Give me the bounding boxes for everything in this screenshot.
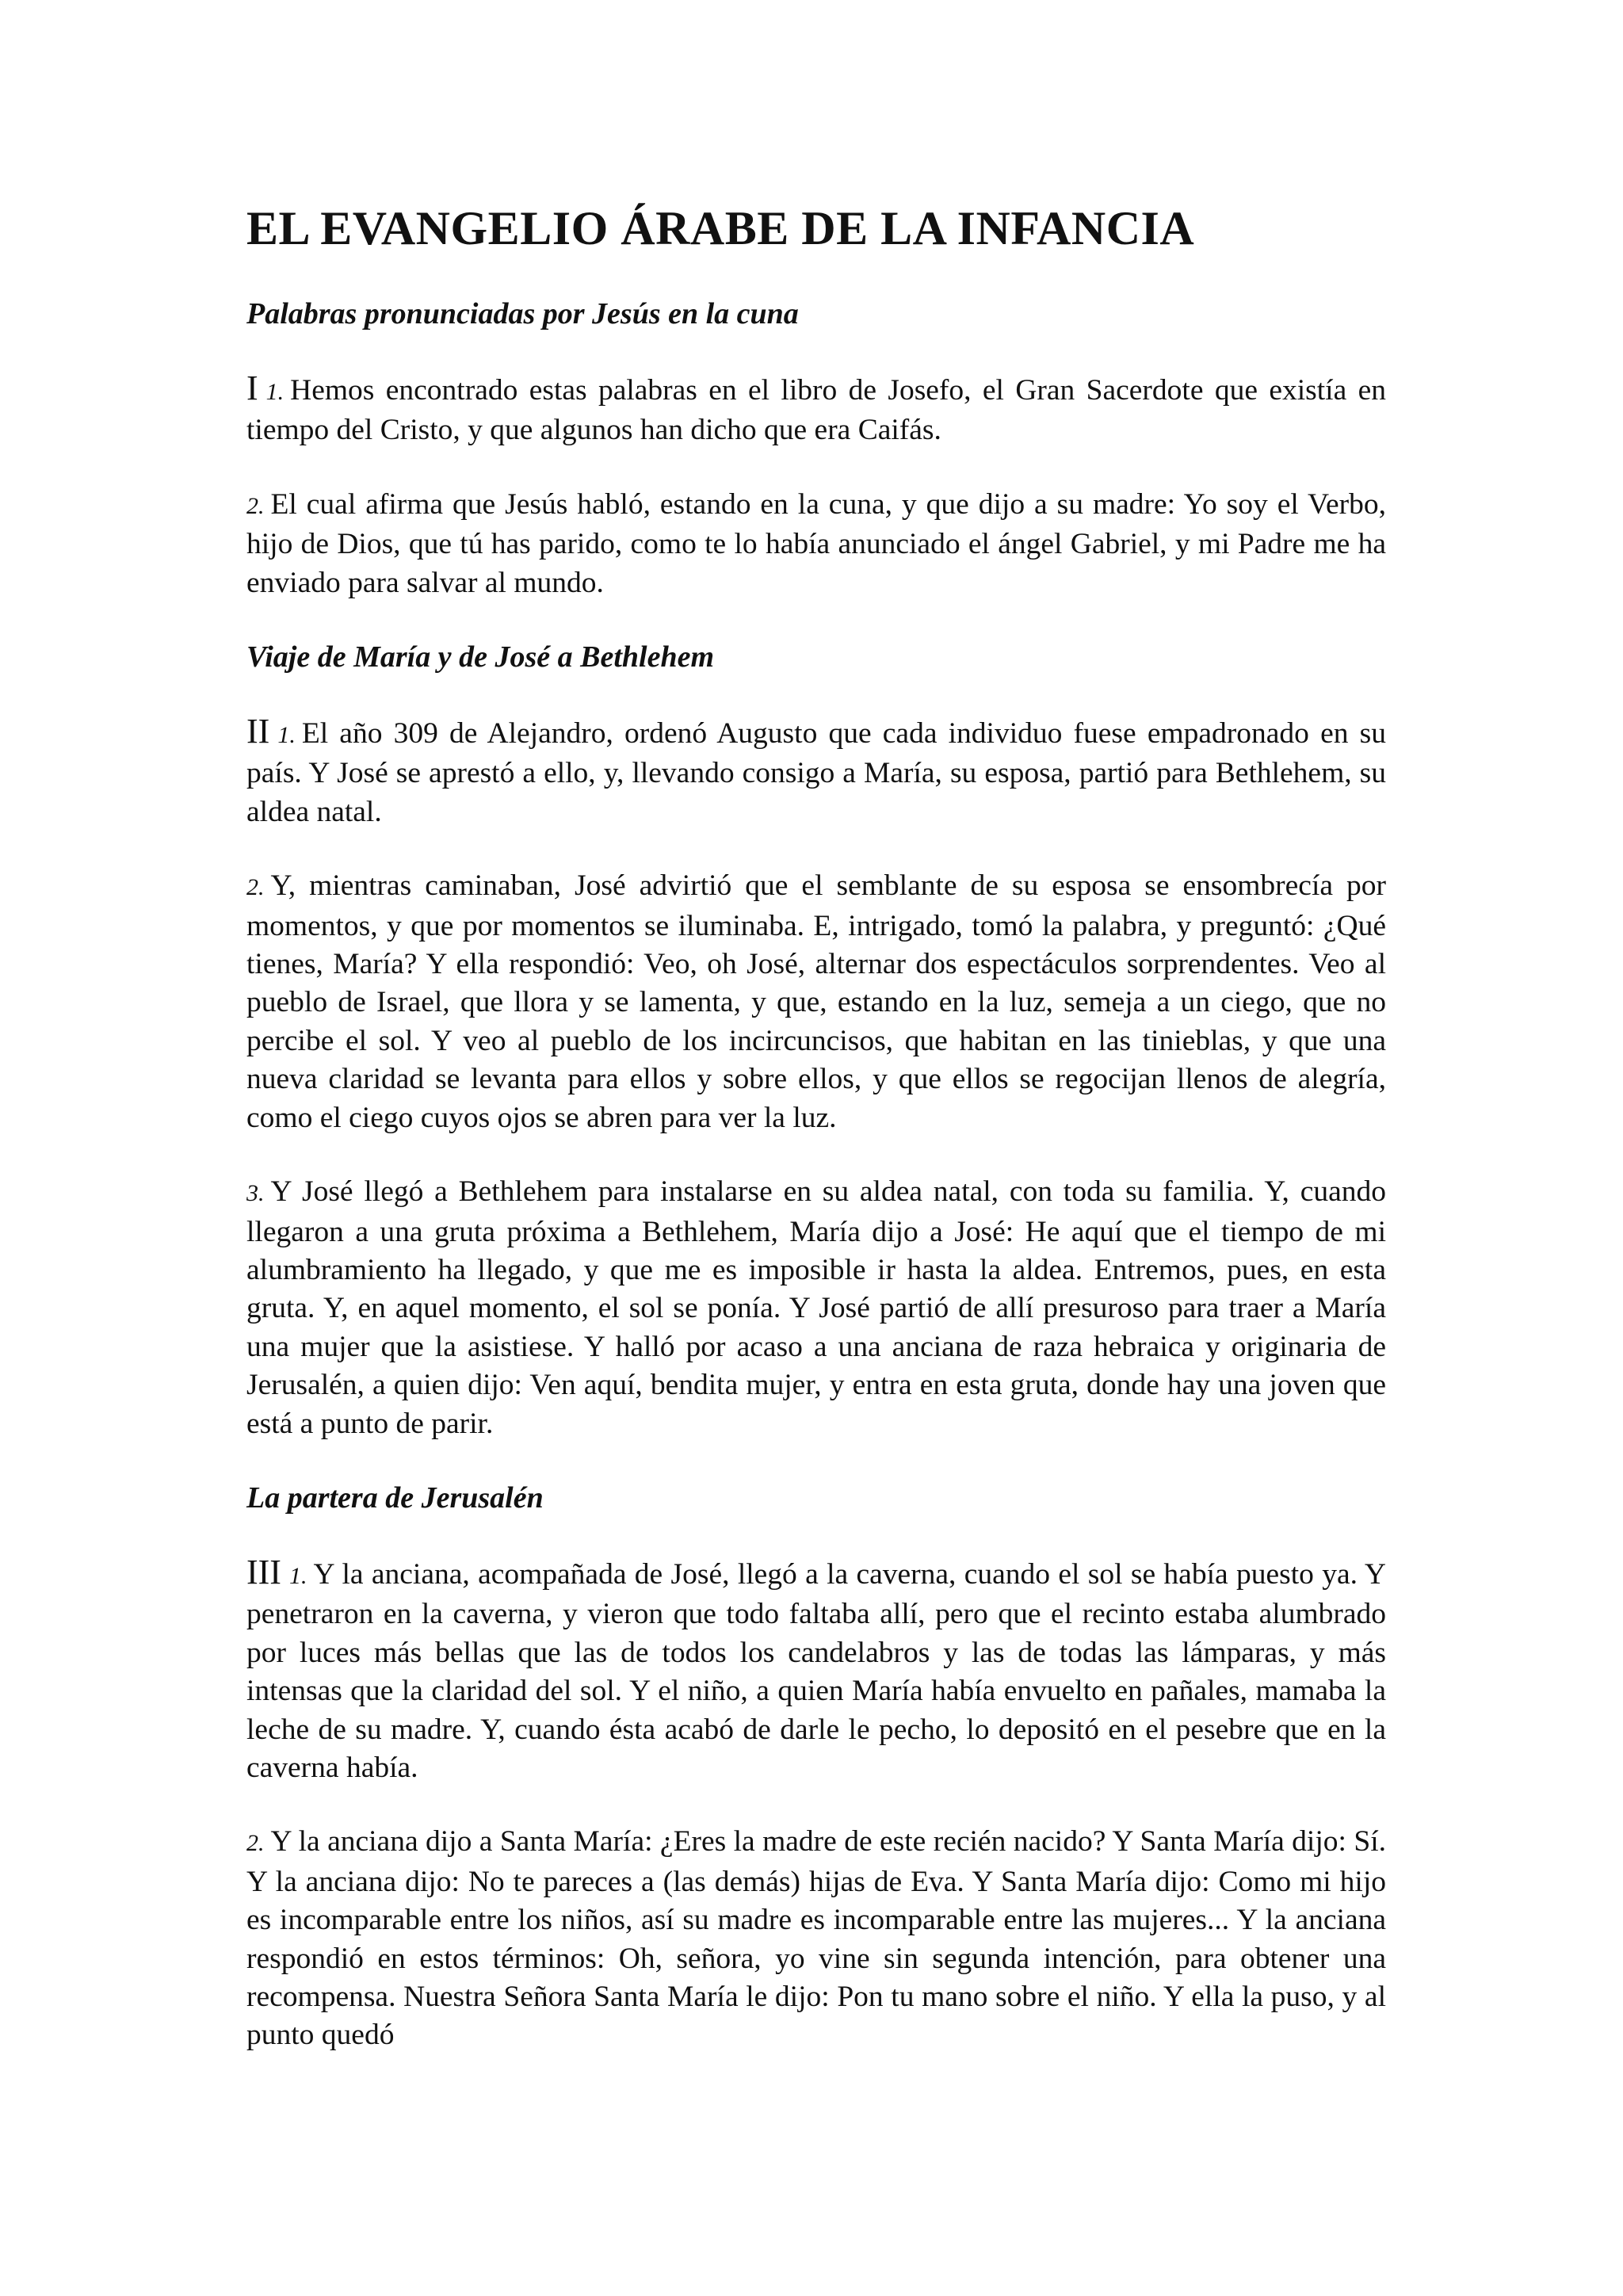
verse-number: 2. <box>246 492 265 519</box>
section-partera <box>246 1479 1386 2055</box>
verse-number: 3. <box>246 1180 265 1207</box>
chapter-numeral: III <box>246 1552 281 1591</box>
verse-number: 2. <box>246 1830 265 1857</box>
document-title: EL EVANGELIO ÁRABE DE LA INFANCIA <box>246 202 1195 254</box>
paragraph-text: Y la anciana, acompañada de José, llegó a la caverna, cuando el sol se había puesto ya. Y penetraron en la caverna, y vieron que todo faltaba allí, pero que el recinto estaba alumbrado por luces más bellas que las de todos los candelabros y las de todas las lámparas, y más intensas que la claridad del sol. Y el niño, a quien María había envuelto en pañales, mamaba la leche de su madre. Y, cuando ésta acabó de darle le pecho, lo depositó en el pesebre que en la caverna había. <box>246 1557 1386 1784</box>
paragraph-text: Hemos encontrado estas palabras en el libro de Josefo, el Gran Sacerdote que existía en tiempo del Cristo, y que algunos han dicho que era Caifás. <box>246 374 1386 447</box>
document-page <box>246 198 1386 2091</box>
section-heading: Palabras pronunciadas por Jesús en la cuna <box>246 297 799 330</box>
paragraph <box>246 486 1386 602</box>
section-viaje <box>246 638 1386 1443</box>
paragraph <box>246 1173 1386 1443</box>
paragraph-text: Y la anciana dijo a Santa María: ¿Eres la madre de este recién nacido? Y Santa María dijo: Sí. Y la anciana dijo: No te pareces a (las demás) hijas de Eva. Y Santa María dijo: Como mi hijo es incomparable entre los niños, así su madre es incomparable entre las mujeres... Y la anciana respondió en estos términos: Oh, señora, yo vine sin segunda intención, para obtener una recompensa. Nuestra Señora Santa María le dijo: Pon tu mano sobre el niño. Y ella la puso, y al punto quedó <box>246 1825 1386 2052</box>
section-heading: La partera de Jerusalén <box>246 1480 544 1515</box>
verse-number: 2. <box>246 874 265 901</box>
paragraph-text: El cual afirma que Jesús habló, estando en la cuna, y que dijo a su madre: Yo soy el Verbo, hijo de Dios, que tú has parido, como te lo había anunciado el ángel Gabriel, y mi Padre me ha enviado para salvar al mundo. <box>246 487 1386 599</box>
paragraph <box>246 1823 1386 2054</box>
paragraph <box>246 712 1386 831</box>
chapter-numeral: I <box>246 369 258 407</box>
verse-number: 1. <box>265 379 285 405</box>
paragraph <box>246 867 1386 1137</box>
paragraph-text: Y, mientras caminaban, José advirtió que el semblante de su esposa se ensombrecía por momentos, y que por momentos se iluminaba. E, intrigado, tomó la palabra, y preguntó: ¿Qué tienes, María? Y ella respondió: Veo, oh José, alternar dos espectáculos sorprendentes. Veo al pueblo de Israel, que llora y se lamenta, y que, estando en la luz, semeja a un ciego, que no percibe el sol. Y veo al pueblo de los incircuncisos, que habitan en las tinieblas, y que una nueva claridad se levanta para ellos y sobre ellos, y que ellos se regocijan llenos de alegría, como el ciego cuyos ojos se abren para ver la luz. <box>246 869 1386 1134</box>
paragraph <box>246 369 1386 450</box>
paragraph-text: Y José llegó a Bethlehem para instalarse en su aldea natal, con toda su familia. Y, cuando llegaron a una gruta próxima a Bethlehem, María dijo a José: He aquí que el tiempo de mi alumbramiento ha llegado, y que me es imposible ir hasta la aldea. Entremos, pues, en esta gruta. Y, en aquel momento, el sol se ponía. Y José partió de allí presuroso para traer a María una mujer que la asistiese. Y halló por acaso a una anciana de raza hebraica y originaria de Jerusalén, a quien dijo: Ven aquí, bendita mujer, y entra en esta gruta, donde hay una joven que está a punto de parir. <box>246 1175 1386 1440</box>
section-cuna <box>246 295 1386 602</box>
chapter-numeral: II <box>246 712 270 751</box>
verse-number: 1. <box>288 1562 307 1589</box>
verse-number: 1. <box>277 722 296 749</box>
section-heading: Viaje de María y de José a Bethlehem <box>246 640 715 674</box>
paragraph <box>246 1553 1386 1787</box>
paragraph-text: El año 309 de Alejandro, ordenó Augusto que cada individuo fuese empadronado en su país. Y José se aprestó a ello, y, llevando consigo a María, su esposa, partió para Bethlehem, su aldea natal. <box>246 717 1386 828</box>
